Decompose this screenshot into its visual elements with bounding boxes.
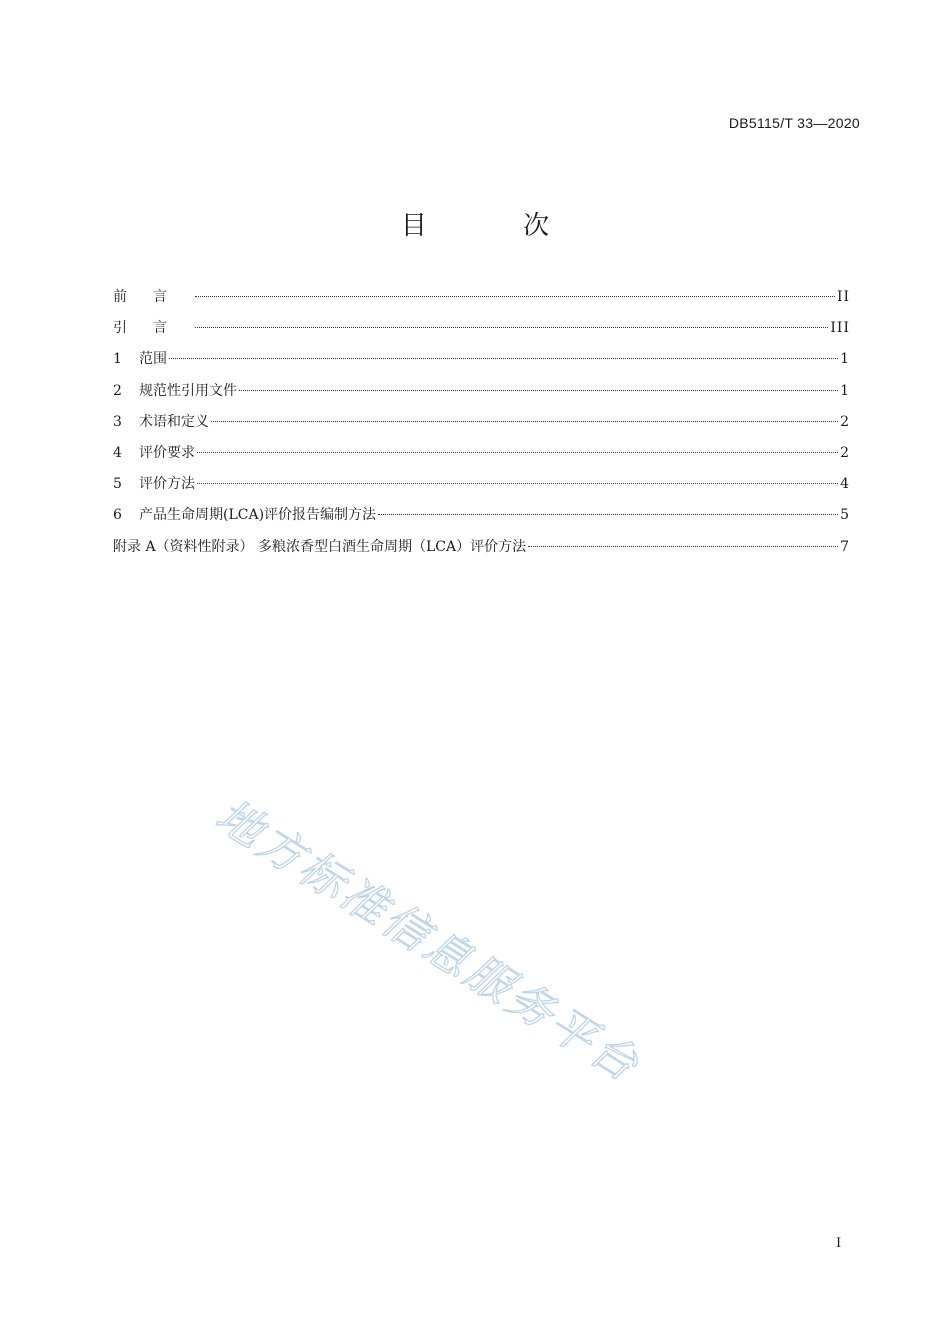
toc-entry-6[interactable] <box>113 502 850 533</box>
toc-entry-number: 3 <box>113 413 122 430</box>
toc-entry-label: 评价要求 <box>139 444 195 461</box>
toc-entry-page: 2 <box>840 444 850 461</box>
toc-entry-number: 1 <box>113 351 122 368</box>
toc-entry-foreword[interactable] <box>113 284 850 315</box>
toc-entry-label: 规范性引用文件 <box>139 382 237 399</box>
toc-entry-page: 1 <box>840 351 850 368</box>
dot-leader <box>197 483 838 484</box>
page-number: I <box>836 1236 842 1251</box>
toc-entry-label: 产品生命周期(LCA)评价报告编制方法 <box>139 507 377 524</box>
dot-leader <box>195 327 828 328</box>
toc-entry-page: 4 <box>840 476 850 493</box>
toc-entry-3[interactable] <box>113 409 850 440</box>
toc-entry-page: II <box>836 289 850 305</box>
toc-entry-label: 引言 <box>113 320 193 337</box>
toc-entry-number: 6 <box>113 507 122 524</box>
document-code: DB5115/T 33—2020 <box>728 115 860 131</box>
table-of-contents <box>113 284 850 565</box>
toc-entry-label: 附录 A（资料性附录） 多粮浓香型白酒生命周期（LCA）评价方法 <box>113 538 527 555</box>
dot-leader <box>197 452 838 453</box>
dot-leader <box>211 421 838 422</box>
toc-entry-1[interactable] <box>113 346 850 377</box>
toc-entry-page: 1 <box>840 382 850 399</box>
toc-entry-label: 术语和定义 <box>139 413 209 430</box>
toc-entry-4[interactable] <box>113 440 850 471</box>
toc-entry-label: 前言 <box>113 289 193 305</box>
watermark: 地方标准信息服务平台 <box>206 788 651 1094</box>
toc-entry-appendix-a[interactable] <box>113 534 850 565</box>
toc-entry-label: 评价方法 <box>139 476 195 493</box>
toc-entry-number: 2 <box>113 382 122 399</box>
toc-entry-introduction[interactable] <box>113 315 850 346</box>
toc-entry-number: 4 <box>113 444 122 461</box>
toc-entry-page: 5 <box>840 507 850 524</box>
page-title: 目 次 <box>400 211 594 241</box>
toc-entry-number: 5 <box>113 476 122 493</box>
toc-entry-page: 2 <box>840 413 850 430</box>
dot-leader <box>169 358 838 359</box>
dot-leader <box>378 514 838 515</box>
dot-leader <box>239 390 838 391</box>
dot-leader <box>195 296 835 297</box>
toc-entry-page: III <box>830 320 850 337</box>
dot-leader <box>528 546 838 547</box>
toc-entry-5[interactable] <box>113 471 850 502</box>
toc-entry-label: 范围 <box>139 351 167 368</box>
toc-entry-page: 7 <box>840 538 850 555</box>
toc-entry-2[interactable] <box>113 378 850 409</box>
